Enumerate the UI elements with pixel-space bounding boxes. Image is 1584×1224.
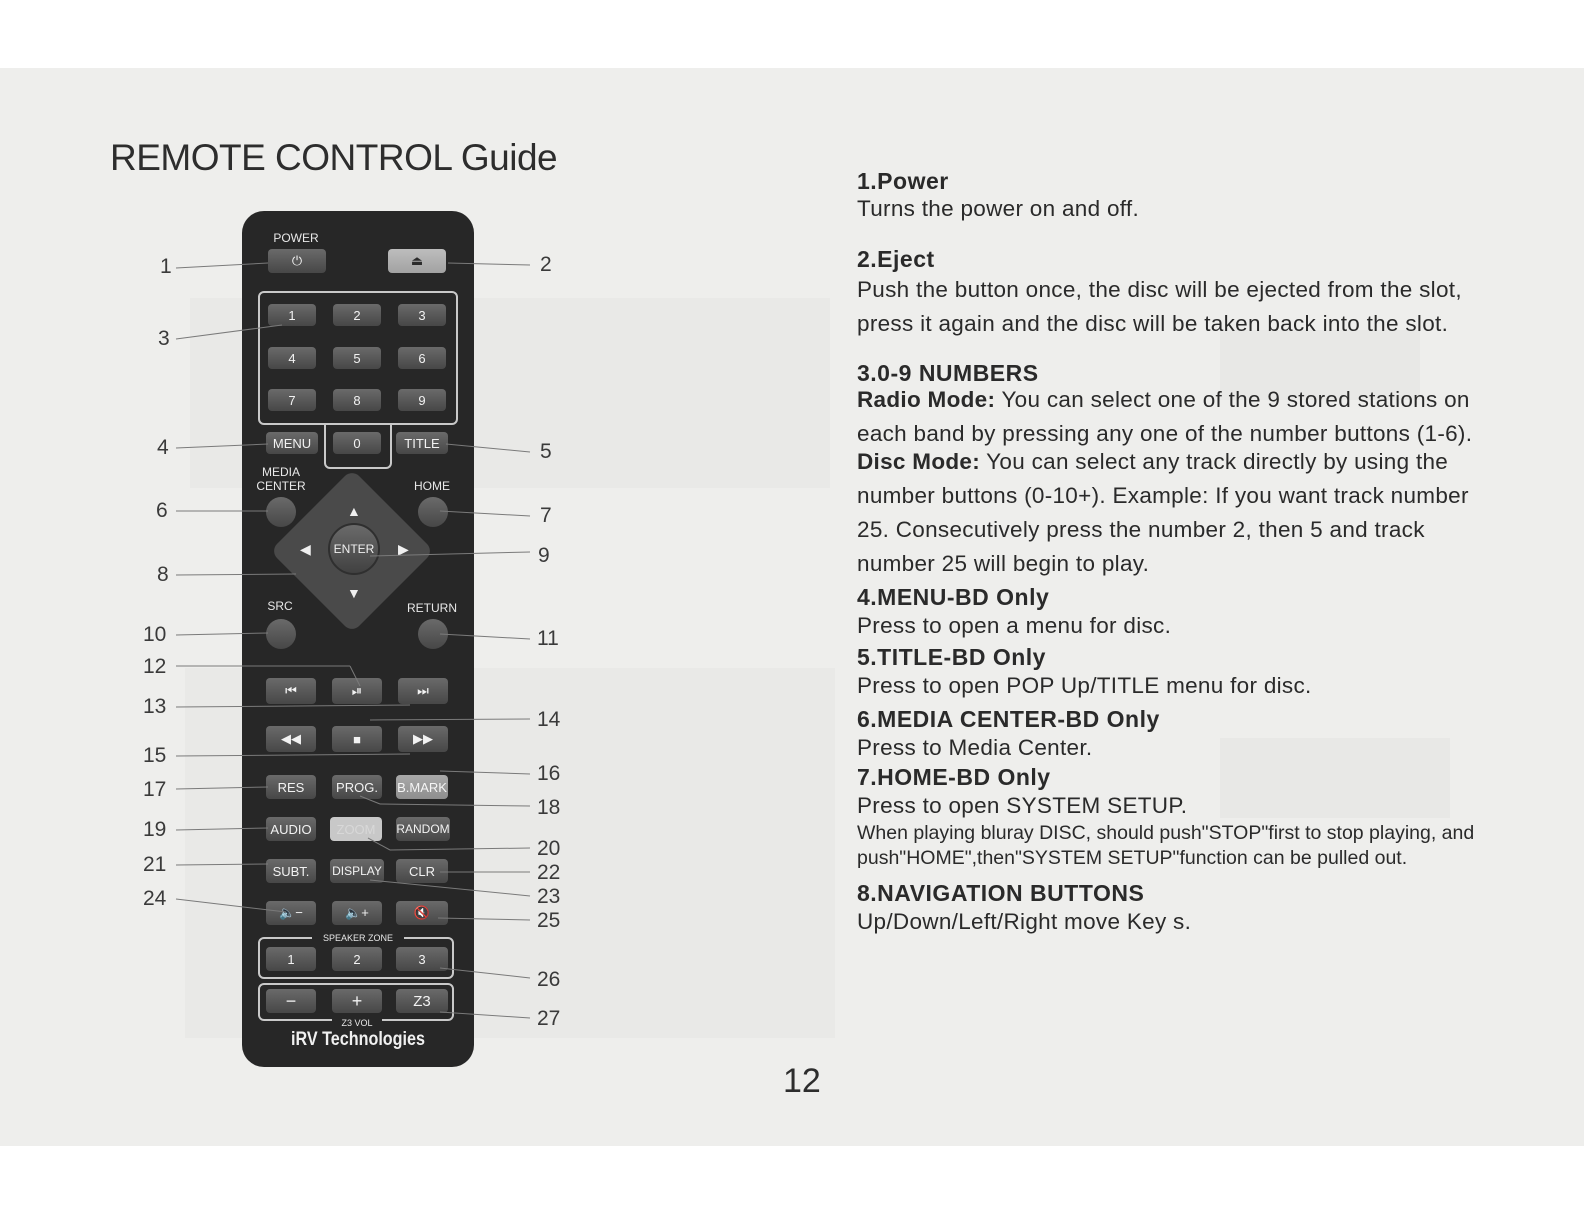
callout-number: 10 bbox=[143, 623, 167, 646]
display-button: DISPLAY bbox=[330, 859, 384, 883]
eject-icon: ⏏ bbox=[410, 253, 424, 268]
section-home-body: Press to open SYSTEM SETUP. bbox=[857, 793, 1188, 818]
callout-line bbox=[176, 633, 268, 635]
section-nav-body: Up/Down/Left/Right move Key s. bbox=[857, 909, 1192, 934]
callout-number: 13 bbox=[143, 695, 167, 718]
callout-line bbox=[350, 666, 360, 686]
callout-line bbox=[380, 804, 530, 806]
stop-icon: ■ bbox=[353, 731, 361, 747]
section-media-body: Press to Media Center. bbox=[857, 735, 1093, 760]
callout-line bbox=[368, 838, 390, 850]
section-power-body: Turns the power on and off. bbox=[857, 196, 1140, 221]
section-numbers-radio bbox=[857, 383, 1497, 451]
section-menu-body: Press to open a menu for disc. bbox=[857, 613, 1172, 638]
digit-button: 8 bbox=[333, 389, 381, 411]
section-power-title: 1.Power bbox=[857, 168, 949, 194]
callout-number: 12 bbox=[143, 655, 167, 678]
section-numbers-disc bbox=[857, 445, 1497, 581]
right-arrow-icon: ▶ bbox=[398, 541, 409, 557]
z3-vol-label: Z3 VOL bbox=[332, 1016, 382, 1030]
home-label: HOME bbox=[414, 479, 450, 493]
zoom-button: ZOOM bbox=[330, 817, 382, 841]
left-arrow-icon: ◀ bbox=[300, 541, 311, 557]
rewind-icon: ◀◀ bbox=[281, 731, 301, 746]
section-numbers-title: 3.0-9 NUMBERS bbox=[857, 360, 1039, 386]
speaker-zone-button: 2 bbox=[332, 947, 382, 971]
z3-volume-down-button: − bbox=[266, 989, 316, 1013]
title-button: TITLE bbox=[396, 432, 448, 454]
callout-line bbox=[446, 444, 530, 452]
return-label: RETURN bbox=[407, 601, 457, 615]
callout-line bbox=[438, 918, 530, 920]
disc-mode-text: You can select any track directly by using the number buttons (0-10+). Example: If you want track number 25. Consecutively press the number 2, then 5 and track number 25 will begin to play. bbox=[857, 449, 1469, 576]
section-title-body: Press to open POP Up/TITLE menu for disc. bbox=[857, 673, 1312, 698]
callout-line bbox=[448, 263, 530, 265]
callout-number: 23 bbox=[537, 885, 561, 908]
digit-button: 2 bbox=[333, 304, 381, 326]
callout-number: 6 bbox=[156, 499, 168, 522]
callout-line bbox=[176, 828, 268, 830]
callout-number: 8 bbox=[157, 563, 169, 586]
disc-mode-label: Disc Mode: bbox=[857, 449, 981, 474]
section-media-title: 6.MEDIA CENTER-BD Only bbox=[857, 706, 1160, 732]
menu-button: MENU bbox=[266, 432, 318, 454]
brand-logo: iRV Technologies bbox=[290, 1029, 426, 1050]
mute-icon: 🔇 bbox=[413, 905, 431, 920]
callout-line bbox=[176, 754, 410, 756]
callout-number: 2 bbox=[540, 253, 552, 276]
volume-down-icon: 🔈− bbox=[279, 905, 303, 920]
speaker-zone-button: 3 bbox=[396, 947, 448, 971]
skip-back-icon: ⏮ bbox=[285, 683, 297, 698]
section-home-note: When playing bluray DISC, should push"STOP"first to stop playing, and push"HOME",then"SYSTEM SETUP"function can be pulled out. bbox=[857, 822, 1475, 869]
speaker-zone-button: 1 bbox=[266, 947, 316, 971]
section-title-title: 5.TITLE-BD Only bbox=[857, 644, 1046, 670]
skip-forward-icon: ⏭ bbox=[417, 683, 429, 698]
down-arrow-icon: ▼ bbox=[347, 585, 361, 601]
digit-button: 7 bbox=[268, 389, 316, 411]
instructions-column bbox=[857, 167, 1497, 937]
callout-line bbox=[176, 263, 268, 268]
radio-mode-text: You can select one of the 9 stored stations on each band by pressing any one of the number buttons (1-6). bbox=[857, 387, 1473, 446]
callout-line bbox=[360, 796, 380, 804]
callout-line bbox=[176, 899, 286, 912]
digit-button: 6 bbox=[398, 347, 446, 369]
section-menu-title: 4.MENU-BD Only bbox=[857, 584, 1050, 610]
bmark-button: B.MARK bbox=[396, 775, 448, 799]
callout-line bbox=[176, 325, 282, 339]
callout-number: 24 bbox=[143, 887, 167, 910]
volume-up-icon: 🔈+ bbox=[345, 905, 369, 920]
callout-number: 1 bbox=[160, 255, 172, 278]
zero-button: 0 bbox=[333, 432, 381, 454]
clr-button: CLR bbox=[396, 859, 448, 883]
callout-line bbox=[440, 968, 530, 978]
callout-number: 20 bbox=[537, 837, 561, 860]
callout-number: 27 bbox=[537, 1007, 561, 1030]
callout-number: 11 bbox=[537, 627, 559, 650]
res-button: RES bbox=[266, 775, 316, 799]
callout-number: 22 bbox=[537, 861, 561, 884]
digit-button: 4 bbox=[268, 347, 316, 369]
callout-number: 15 bbox=[143, 744, 167, 767]
callout-number: 3 bbox=[158, 327, 170, 350]
callout-number: 4 bbox=[157, 436, 169, 459]
callout-line bbox=[440, 771, 530, 774]
digit-button: 9 bbox=[398, 389, 446, 411]
page-number: 12 bbox=[783, 1062, 821, 1100]
up-arrow-icon: ▲ bbox=[347, 503, 361, 519]
subt-button: SUBT. bbox=[266, 859, 316, 883]
callout-number: 9 bbox=[538, 544, 550, 567]
section-eject-title: 2.Eject bbox=[857, 246, 935, 272]
digit-button: 1 bbox=[268, 304, 316, 326]
random-button: RANDOM bbox=[396, 817, 450, 841]
media-center-label: MEDIA CENTER bbox=[256, 465, 306, 493]
callout-number: 21 bbox=[143, 853, 167, 876]
section-eject-body: Push the button once, the disc will be ejected from the slot, press it again and the disc will be taken back into the slot. bbox=[857, 277, 1462, 336]
callout-number: 19 bbox=[143, 818, 167, 841]
callout-line bbox=[440, 1012, 530, 1018]
digit-button: 5 bbox=[333, 347, 381, 369]
enter-button: ENTER bbox=[328, 523, 380, 575]
z3-button: Z3 bbox=[396, 989, 448, 1013]
src-label: SRC bbox=[267, 599, 293, 613]
prog-button: PROG. bbox=[332, 775, 382, 799]
section-nav-title: 8.NAVIGATION BUTTONS bbox=[857, 880, 1145, 906]
callout-line bbox=[176, 574, 296, 575]
z3-volume-up-button: + bbox=[332, 989, 382, 1013]
page-title: REMOTE CONTROL Guide bbox=[110, 137, 558, 178]
manual-page bbox=[0, 68, 1584, 1146]
radio-mode-label: Radio Mode: bbox=[857, 387, 996, 412]
callout-number: 25 bbox=[537, 909, 561, 932]
callout-line bbox=[370, 719, 530, 720]
callout-number: 26 bbox=[537, 968, 561, 991]
power-label: POWER bbox=[273, 231, 319, 245]
section-home-title: 7.HOME-BD Only bbox=[857, 764, 1051, 790]
callout-line bbox=[176, 864, 268, 865]
callout-number: 18 bbox=[537, 796, 561, 819]
callout-number: 7 bbox=[540, 504, 552, 527]
callout-number: 17 bbox=[143, 778, 167, 801]
speaker-zone-label: SPEAKER ZONE bbox=[312, 931, 404, 945]
callout-line bbox=[390, 848, 530, 850]
callout-line bbox=[370, 880, 530, 896]
play-pause-icon: ⏯ bbox=[351, 683, 363, 698]
digit-button: 3 bbox=[398, 304, 446, 326]
callout-line bbox=[176, 444, 268, 448]
callout-line bbox=[176, 787, 268, 789]
callout-number: 5 bbox=[540, 440, 552, 463]
callout-number: 14 bbox=[537, 708, 561, 731]
power-icon: ⏻ bbox=[291, 253, 303, 268]
fast-forward-icon: ▶▶ bbox=[413, 731, 433, 746]
callout-number: 16 bbox=[537, 762, 561, 785]
audio-button: AUDIO bbox=[266, 817, 316, 841]
callout-line bbox=[440, 634, 530, 639]
callout-line bbox=[370, 552, 530, 556]
callout-line bbox=[176, 705, 410, 707]
callout-line bbox=[440, 511, 530, 516]
